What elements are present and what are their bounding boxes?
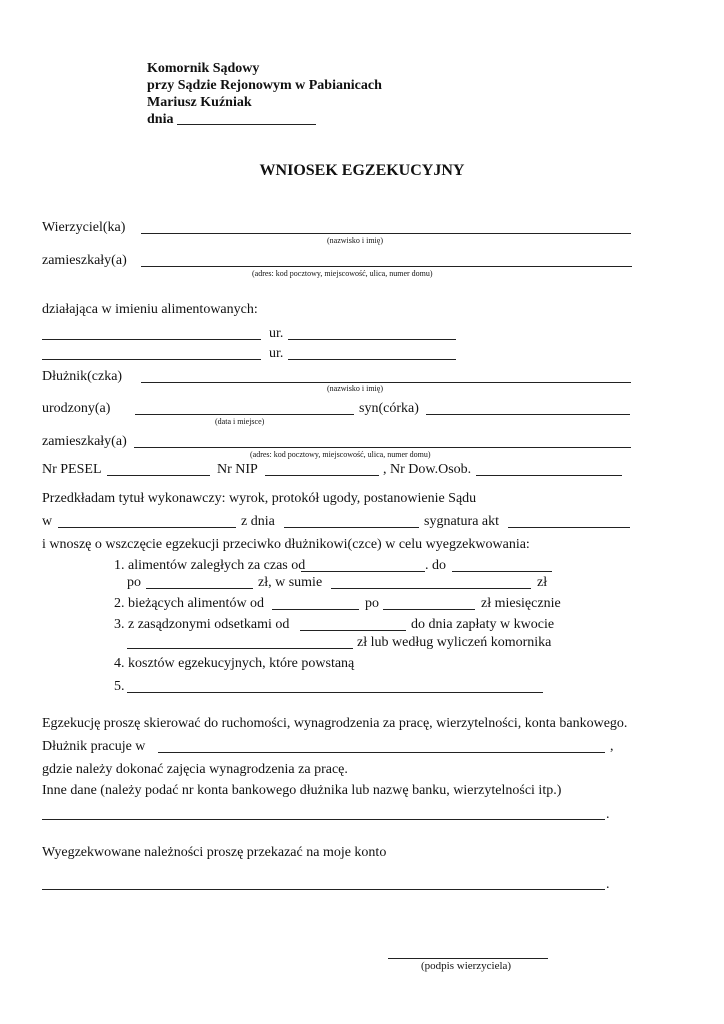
item-1-to-field[interactable]: [452, 571, 552, 572]
signature-field[interactable]: [388, 958, 548, 959]
debtor-born-label: urodzony(a): [42, 401, 111, 416]
item-3-from-field[interactable]: [300, 630, 406, 631]
debtor-nip-field[interactable]: [265, 475, 379, 476]
item-1-label: 1. alimentów zaległych za czas od: [114, 558, 306, 573]
item-1-per-label: po: [127, 575, 141, 590]
item-2-from-field[interactable]: [272, 609, 359, 610]
debtor-born-field[interactable]: [135, 414, 354, 415]
debtor-address-label: zamieszkały(a): [42, 434, 127, 449]
debtor-id-label: , Nr Dow.Osob.: [383, 462, 472, 477]
header-bailiff-name: Mariusz Kuźniak: [147, 95, 252, 110]
debtor-pesel-field[interactable]: [107, 475, 210, 476]
item-3-calc-label: zł lub według wyliczeń komornika: [357, 635, 552, 650]
beneficiary-1-born-field[interactable]: [288, 339, 456, 340]
beneficiary-2-born-label: ur.: [269, 346, 284, 361]
item-1-to-label: . do: [425, 558, 446, 573]
case-ref-field[interactable]: [508, 527, 630, 528]
creditor-address-hint: (adres: kod pocztowy, miejscowość, ulica, numer domu): [252, 269, 433, 278]
garnishment-note: gdzie należy dokonać zajęcia wynagrodzenia za pracę.: [42, 762, 348, 777]
item-1-per-field[interactable]: [146, 588, 253, 589]
other-data-field[interactable]: [42, 819, 605, 820]
item-2-label: 2. bieżących alimentów od: [114, 596, 265, 611]
enforcement-direction: Egzekucję proszę skierować do ruchomości, wynagrodzenia za pracę, wierzytelności, konta bankowego.: [42, 716, 628, 731]
header-bailiff-title: Komornik Sądowy: [147, 61, 260, 76]
header-date-field[interactable]: [177, 124, 316, 125]
item-1-currency: zł: [537, 575, 548, 590]
item-1-from-field[interactable]: [301, 571, 425, 572]
debtor-nip-label: Nr NIP: [217, 462, 258, 477]
debtor-id-field[interactable]: [476, 475, 622, 476]
item-5-label: 5.: [114, 679, 125, 694]
other-data-dot: .: [606, 807, 610, 822]
employer-label: Dłużnik pracuje w: [42, 739, 146, 754]
employer-field[interactable]: [158, 752, 605, 753]
creditor-name-field[interactable]: [141, 233, 631, 234]
signature-hint: (podpis wierzyciela): [421, 960, 512, 972]
debtor-child-field[interactable]: [426, 414, 630, 415]
beneficiary-2-born-field[interactable]: [288, 359, 456, 360]
case-ref-label: sygnatura akt: [424, 514, 500, 529]
debtor-pesel-label: Nr PESEL: [42, 462, 102, 477]
judgment-date-label: z dnia: [241, 514, 275, 529]
item-2-monthly-label: zł miesięcznie: [481, 596, 561, 611]
debtor-name-hint: (nazwisko i imię): [327, 384, 383, 393]
beneficiary-1-name-field[interactable]: [42, 339, 261, 340]
debtor-address-field[interactable]: [134, 447, 631, 448]
item-1-sum-field[interactable]: [331, 588, 531, 589]
item-5-field[interactable]: [127, 692, 543, 693]
debtor-name-field[interactable]: [141, 382, 631, 383]
bank-account-field[interactable]: [42, 889, 605, 890]
header-court: przy Sądzie Rejonowym w Pabianicach: [147, 78, 382, 93]
debtor-address-hint: (adres: kod pocztowy, miejscowość, ulica, numer domu): [250, 450, 431, 459]
bank-account-dot: .: [606, 877, 610, 892]
item-2-per-label: po: [365, 596, 379, 611]
court-in-label: w: [42, 514, 53, 529]
item-3-until-label: do dnia zapłaty w kwocie: [411, 617, 555, 632]
item-3-amount-field[interactable]: [127, 648, 353, 649]
creditor-address-field[interactable]: [141, 266, 632, 267]
other-data-label: Inne dane (należy podać nr konta bankowego dłużnika lub nazwę banku, wierzytelności itp.): [42, 783, 562, 798]
debtor-name-label: Dłużnik(czka): [42, 369, 123, 384]
creditor-name-hint: (nazwisko i imię): [327, 236, 383, 245]
employer-comma: ,: [610, 739, 614, 754]
enforcement-title-intro: Przedkładam tytuł wykonawczy: wyrok, protokół ugody, postanowienie Sądu: [42, 491, 477, 506]
creditor-name-label: Wierzyciel(ka): [42, 220, 126, 235]
enforcement-request: i wnoszę o wszczęcie egzekucji przeciwko dłużnikowi(czce) w celu wyegzekwowania:: [42, 537, 530, 552]
item-4-label: 4. kosztów egzekucyjnych, które powstaną: [114, 656, 355, 671]
debtor-child-label: syn(córka): [359, 401, 419, 416]
beneficiary-2-name-field[interactable]: [42, 359, 261, 360]
debtor-born-hint: (data i miejsce): [215, 417, 265, 426]
transfer-label: Wyegzekwowane należności proszę przekazać na moje konto: [42, 845, 387, 860]
item-1-sum-label: zł, w sumie: [258, 575, 323, 590]
judgment-date-field[interactable]: [284, 527, 419, 528]
item-3-label: 3. z zasądzonymi odsetkami od: [114, 617, 290, 632]
court-name-field[interactable]: [58, 527, 236, 528]
beneficiary-1-born-label: ur.: [269, 326, 284, 341]
header-date-label: dnia: [147, 112, 174, 127]
creditor-address-label: zamieszkały(a): [42, 253, 127, 268]
beneficiaries-label: działająca w imieniu alimentowanych:: [42, 302, 258, 317]
form-title: WNIOSEK EGZEKUCYJNY: [259, 162, 465, 179]
item-2-amount-field[interactable]: [383, 609, 475, 610]
